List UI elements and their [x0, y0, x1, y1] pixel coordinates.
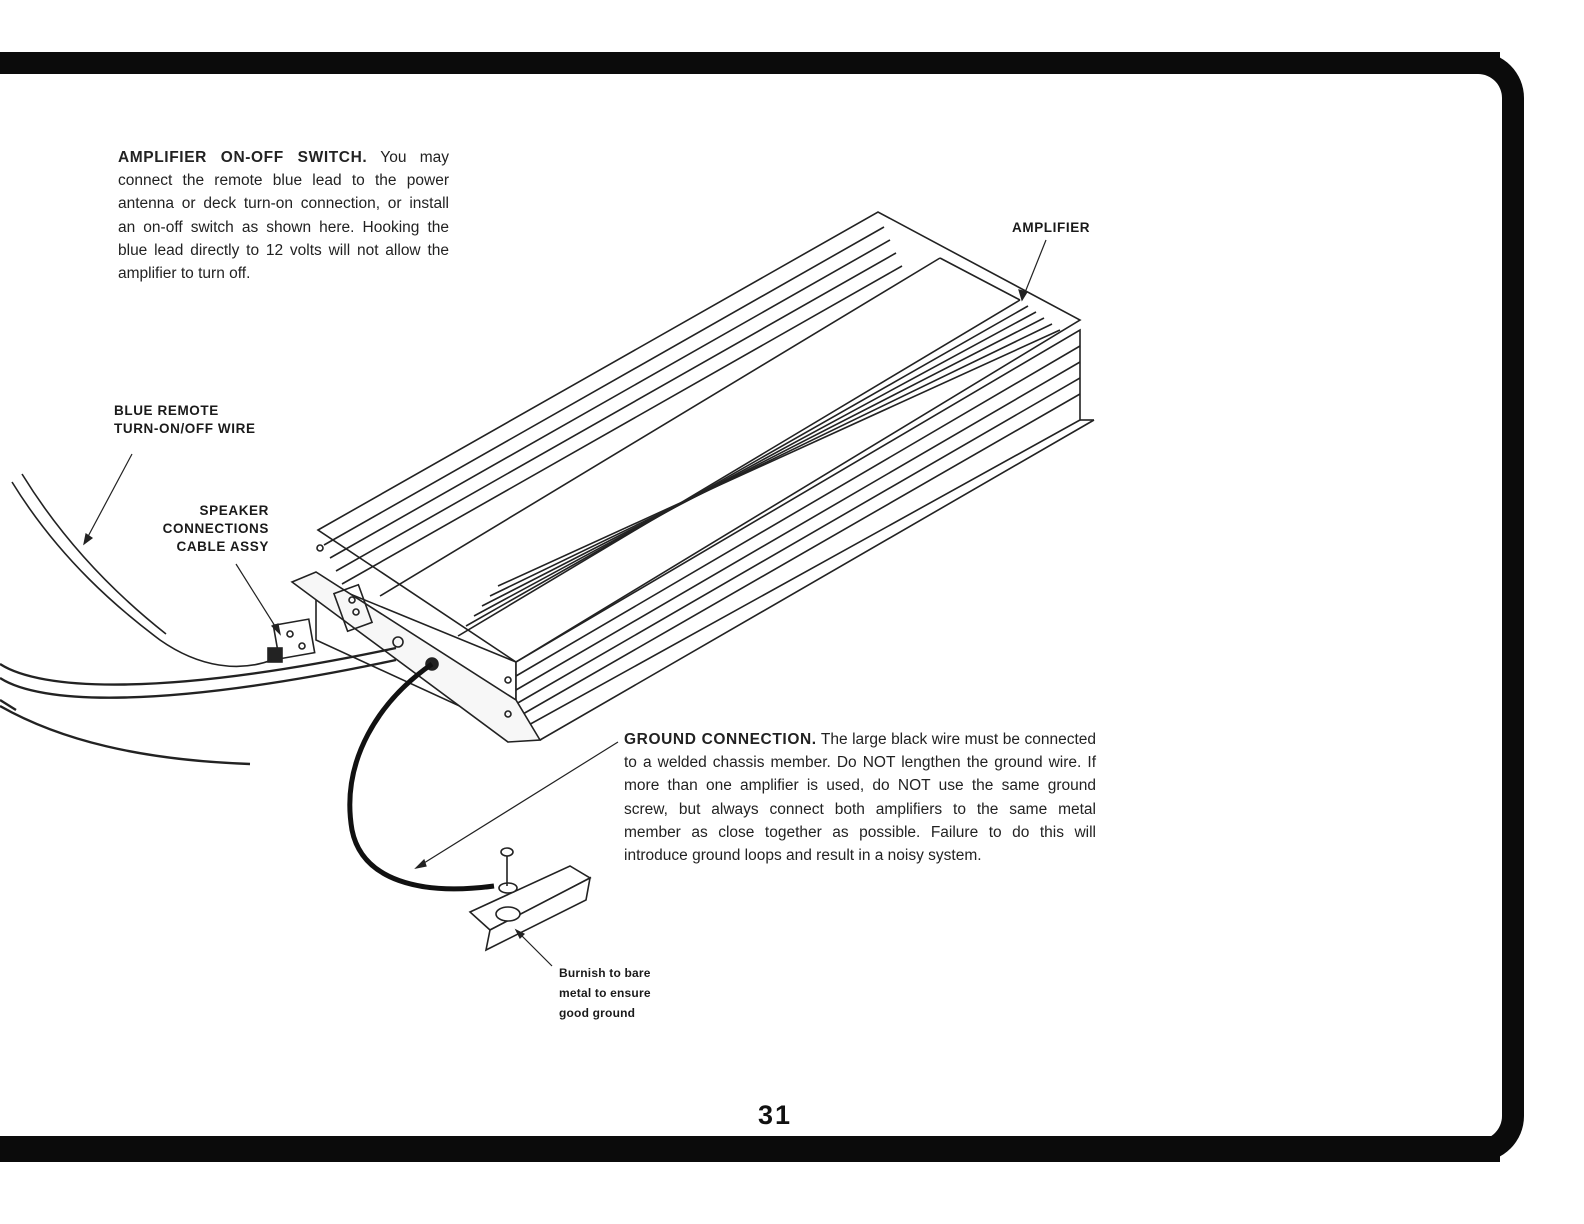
- amplifier-switch-instructions: [118, 146, 449, 285]
- ground-heading: GROUND CONNECTION.: [624, 731, 817, 748]
- switch-heading: AMPLIFIER ON-OFF SWITCH.: [118, 149, 368, 166]
- ground-body: The large black wire must be connected to a welded chassis member. Do NOT lengthen the ground wire. If more than one amplifier is used, do NOT use the same ground screw, but always connect both amplifiers to the same metal member as close together as possible. Failure to do this will introduce ground loops and result in a noisy system.: [624, 731, 1096, 865]
- chassis-member: [470, 848, 590, 950]
- blue-wire-label: BLUE REMOTE TURN-ON/OFF WIRE: [114, 403, 256, 436]
- page-number: 31: [758, 1100, 793, 1130]
- ground-connection-instructions: [624, 728, 1096, 867]
- speaker-cable-wires: [0, 648, 396, 764]
- speaker-cable-label: SPEAKER CONNECTIONS CABLE ASSY: [162, 503, 269, 554]
- burnish-label: Burnish to bare metal to ensure good ground: [559, 966, 651, 1020]
- switch-body: You may connect the remote blue lead to the power antenna or deck turn-on connection, or install an on-off switch as shown here. Hooking the blue lead directly to 12 volts will not allow the amplifier to turn off.: [118, 149, 449, 283]
- amplifier-heatsink: [292, 212, 1094, 742]
- amplifier-label: AMPLIFIER: [1012, 220, 1091, 235]
